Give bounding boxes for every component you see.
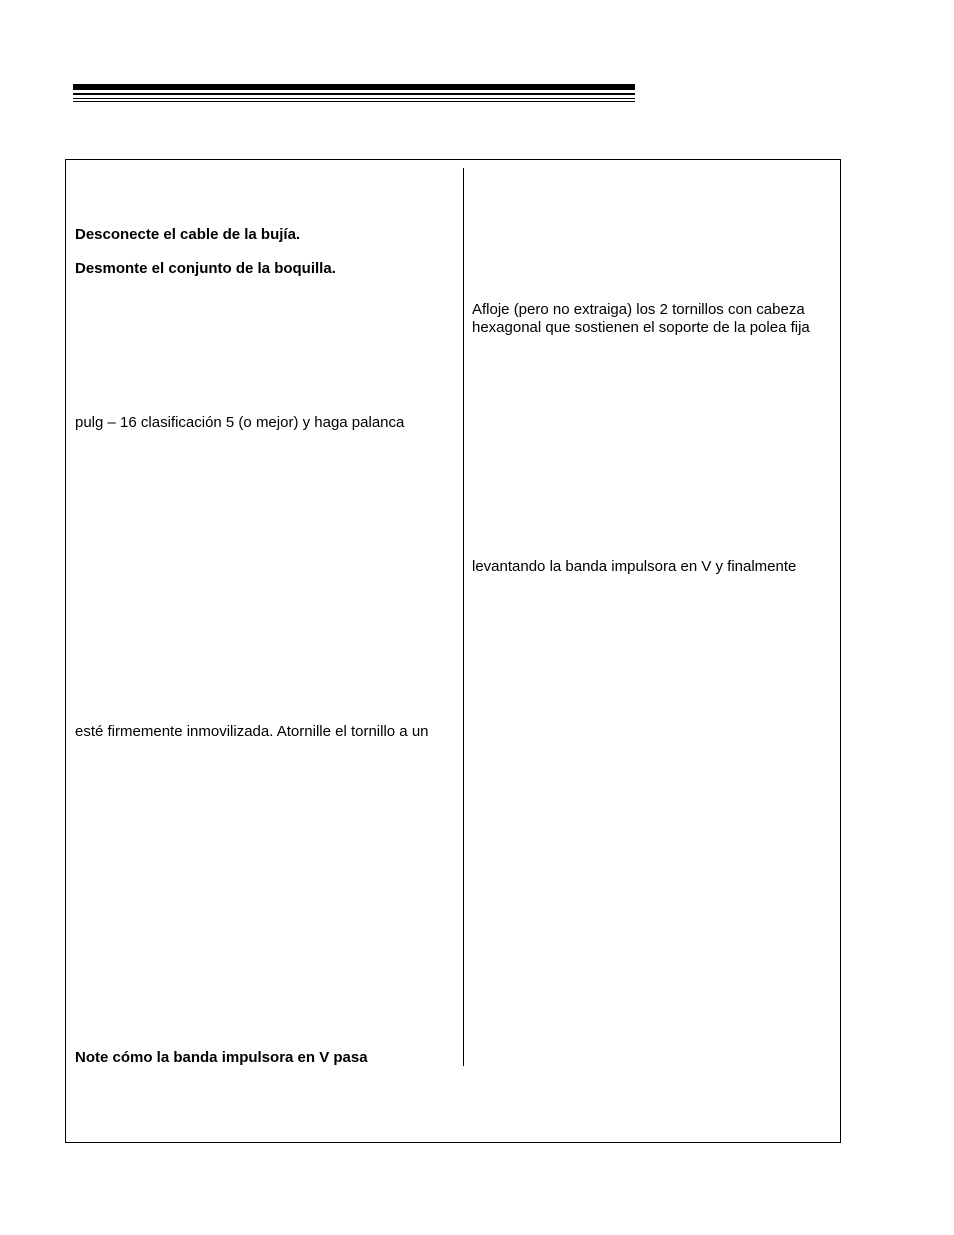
instruction-text: hexagonal que sostienen el soporte de la polea fija xyxy=(472,319,810,336)
column-divider xyxy=(463,168,464,1066)
instruction-text: Afloje (pero no extraiga) los 2 tornillos con cabeza xyxy=(472,301,805,318)
note-belt: Note cómo la banda impulsora en V pasa xyxy=(75,1049,368,1066)
step-disconnect-spark-plug: Desconecte el cable de la bujía. xyxy=(75,226,301,243)
step-remove-nozzle: Desmonte el conjunto de la boquilla. xyxy=(75,260,336,277)
header-rule-thin xyxy=(73,98,635,99)
instruction-text: esté firmemente inmovilizada. Atornille el tornillo a un xyxy=(75,723,429,740)
instruction-text: levantando la banda impulsora en V y finalmente xyxy=(472,558,797,575)
instruction-text: pulg – 16 clasificación 5 (o mejor) y haga palanca xyxy=(75,414,405,431)
header-rule-thick xyxy=(73,84,635,90)
header-rule-thin xyxy=(73,101,635,102)
header-rule-thin xyxy=(73,93,635,95)
